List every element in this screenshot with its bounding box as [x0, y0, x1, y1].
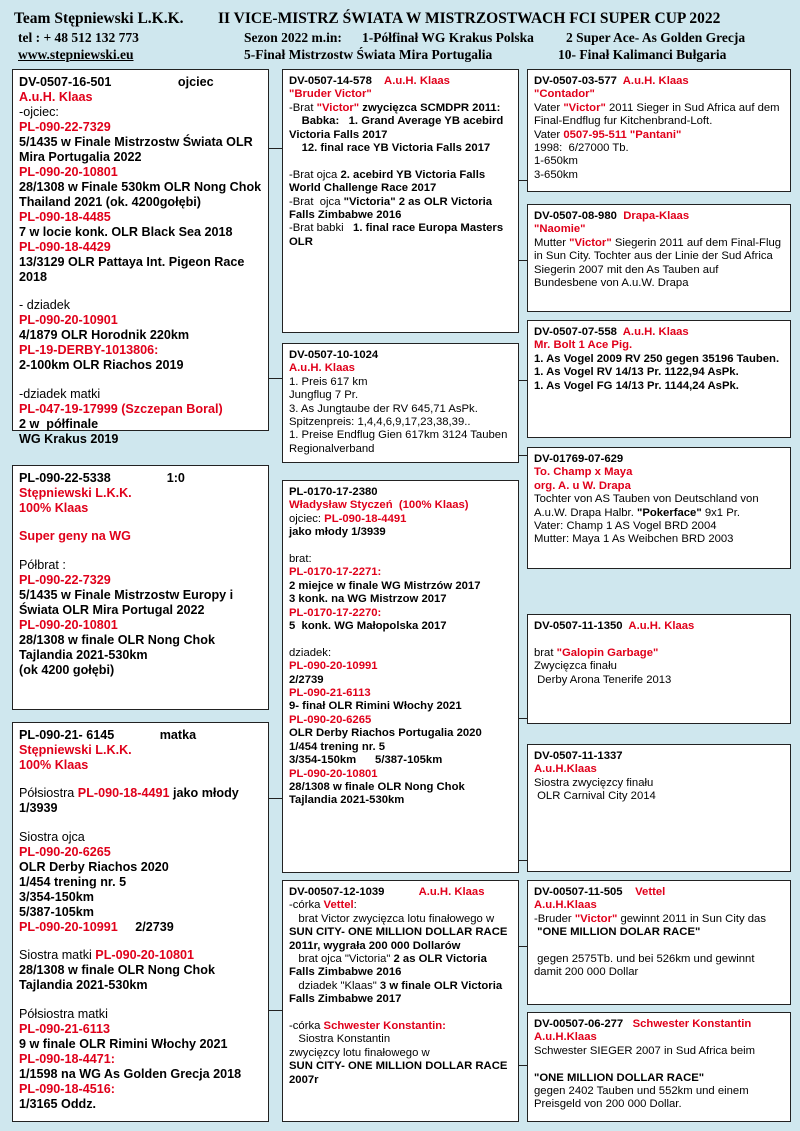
card-line-segment: Siostra matki [19, 948, 96, 963]
card-line-segment: Vater [534, 128, 564, 141]
card-line-segment: -córka [289, 899, 324, 912]
result-4: 10- Finał Kalimanci Bułgaria [558, 47, 727, 62]
result-2: 2 Super Ace- As Golden Grecja [566, 30, 746, 45]
card-line: A.u.H.Klaas [534, 899, 597, 912]
connector-line [518, 380, 527, 381]
card-line: - dziadek [19, 298, 71, 313]
card-line: 28/1308 w Finale 530km OLR Nong Chok Thailand 2021 (ok. 4200gołębi) [19, 180, 265, 209]
card-line: 13/3129 OLR Pattaya Int. Pigeon Race 2018 [19, 255, 248, 284]
card-line: PL-090-22-5338 1:0 [19, 471, 185, 485]
ancestor-card-1337 [527, 744, 791, 872]
card-line [289, 169, 512, 196]
card-line: 1. Preise Endflug Gien 617km 3124 Tauben Regionalverband [289, 429, 511, 455]
card-line: 28/1308 w finale OLR Nong Chok Tajlandia 2021-530km [289, 780, 468, 807]
card-line: "ONE MILLION DOLAR RACE" [534, 926, 701, 939]
card-line: brat: [289, 553, 312, 566]
season-label: Sezon 2022 m.in: [244, 30, 342, 45]
card-line: Stępniewski L.K.K. [19, 743, 132, 757]
card-line: PL-090-22-7329 [19, 120, 111, 134]
card-line [534, 129, 784, 142]
card-line [289, 633, 512, 646]
card-line [534, 940, 784, 953]
card-line: 1/454 trening nr. 5 [19, 874, 127, 889]
card-line-segment: brat [534, 646, 557, 659]
card-line-segment: DV-00507-12-1039 [289, 886, 419, 898]
card-line [289, 953, 512, 980]
card-line-segment: 2/2739 [117, 919, 174, 934]
card-line-segment: PL-090-18-4491 [324, 512, 407, 525]
card-line: 28/1308 w finale OLR Nong Chok Tajlandia 2021-530km [19, 632, 219, 662]
card-line: 100% Klaas [19, 501, 89, 515]
page-title: II VICE-MISTRZ ŚWIATA W MISTRZOSTWACH FCI SUPER CUP 2022 [218, 10, 721, 27]
card-line: PL-090-20-6265 [289, 713, 372, 726]
card-line [534, 326, 784, 339]
ancestor-card-contador [527, 69, 791, 192]
card-line-segment: -Brat ojca [289, 195, 344, 208]
card-line: Derby Arona Tenerife 2013 [534, 673, 672, 686]
card-line [534, 620, 784, 633]
card-line-segment: DV-0507-11-1350 [534, 620, 629, 632]
card-line [19, 993, 262, 1006]
card-line: PL-090-20-10801 [289, 767, 378, 780]
card-line [534, 1018, 784, 1031]
father-card [12, 69, 269, 446]
card-line [289, 1007, 512, 1020]
card-line: "Contador" [534, 88, 595, 101]
card-line: Babka: 1. Grand Average YB acebird Victoria Falls 2017 [289, 115, 507, 141]
card-line: Siostra Konstantin [289, 1033, 391, 1046]
card-line-segment: dziadek "Klaas" [289, 979, 380, 992]
card-line: SUN CITY- ONE MILLION DOLLAR RACE 2007r [289, 1060, 511, 1086]
card-line: Mutter: Maya 1 As Weibchen BRD 2003 [534, 533, 734, 546]
card-line-segment: Tochter von AS Tauben von Deutschland von A.u.W. Drapa Halbr. [534, 493, 762, 519]
card-line-segment: brat Victor zwycięzca lotu finałowego w [289, 912, 498, 925]
card-line: 28/1308 w finale OLR Nong Chok Tajlandia 2021-530km [19, 963, 219, 993]
card-line [19, 920, 262, 935]
card-line: 1/3939 [19, 801, 58, 816]
card-line-segment: DV-00507-06-277 [534, 1018, 633, 1030]
card-line: Super geny na WG [19, 529, 131, 544]
card-line: DV-0507-16-501 ojciec [19, 75, 214, 89]
connector-line [268, 798, 282, 799]
card-line: 1/1598 na WG As Golden Grecja 2018 [19, 1066, 242, 1081]
card-line-segment: -Brat babki [289, 222, 354, 235]
card-line-segment: Schwester Konstantin [632, 1018, 752, 1030]
card-line [534, 237, 784, 291]
card-line-segment: "Victor" [563, 101, 606, 114]
card-line-segment: Mutter [534, 236, 570, 249]
ancestor-card-champ-maya [527, 447, 791, 569]
ancestor-card-naomie [527, 204, 791, 312]
card-line-segment: Półsiostra [19, 786, 78, 801]
card-line: PL-0170-17-2380 [289, 486, 378, 498]
card-line [19, 773, 262, 786]
card-line-segment: "Galopin Garbage" [556, 646, 659, 659]
website-link[interactable]: www.stepniewski.eu [18, 47, 134, 62]
card-line [289, 886, 512, 899]
card-line-segment: -Bruder [534, 912, 575, 925]
card-line: 5/1435 w Finale Mistrzostw Europy i Świata OLR Mira Portugal 2022 [19, 587, 237, 617]
card-line [289, 540, 512, 553]
card-line-segment: 1. final race Europa Masters OLR [289, 222, 507, 248]
card-line-segment: 2 as OLR Victoria Falls Zimbabwe 2016 [289, 953, 490, 979]
card-line-segment: 9x1 Pr. [701, 506, 741, 519]
card-line: A.u.H.Klaas [534, 1031, 597, 1044]
card-line: 3 konk. na WG Mistrzow 2017 [289, 593, 447, 606]
card-line: Stępniewski L.K.K. [19, 486, 132, 500]
card-line: 1-650km [534, 155, 578, 168]
card-line: Mr. Bolt 1 Ace Pig. [534, 339, 633, 352]
card-line: PL-0170-17-2270: [289, 606, 382, 619]
card-line: 9- finał OLR Rimini Włochy 2021 [289, 700, 462, 713]
connector-line [518, 718, 527, 719]
card-line-segment: DV-0507-14-578 [289, 75, 385, 87]
card-line: Półbrat : [19, 557, 66, 572]
card-line: gegen 2575Tb. und bei 526km und gewinnt damit 200 000 Dollar [534, 953, 758, 979]
card-line: dziadek: [289, 646, 332, 659]
card-line: 2/2739 [289, 673, 324, 686]
card-line: zwycięzcy lotu finałowego w [289, 1046, 430, 1059]
card-line [289, 899, 512, 912]
card-line-segment: Vater [534, 101, 564, 114]
card-line-segment: Siegerin 2011 auf dem Final-Flug in Sun City. Tochter aus der Linie der Sud Africa Siegerin 2007 mit den As Tauben auf Bundesbene von A.u.W. Drapa [534, 236, 785, 290]
card-line: 4/1879 OLR Horodnik 220km [19, 328, 190, 343]
card-line-segment: A.u.H. Klaas [622, 326, 689, 338]
card-line: 12. final race YB Victoria Falls 2017 [289, 142, 491, 155]
card-line: PL-090-21- 6145 matka [19, 728, 197, 742]
result-1: 1-Półfinał WG Krakus Polska [362, 30, 534, 45]
card-line: 2-100km OLR Riachos 2019 [19, 358, 184, 373]
connector-line [518, 180, 527, 181]
result-3: 5-Finał Mistrzostw Świata Mira Portugalia [244, 47, 493, 62]
card-line: (ok 4200 gołębi) [19, 662, 115, 677]
card-line-segment: 3 w finale OLR Victoria Falls Zimbabwe 2017 [289, 979, 506, 1006]
card-line: -dziadek matki [19, 386, 101, 401]
card-line-segment: zwycięzca SCMDPR 2011: [359, 101, 501, 114]
card-line [19, 285, 262, 298]
card-line: 3. As Jungtaube der RV 645,71 AsPk. [289, 402, 478, 415]
card-line [19, 816, 262, 829]
card-line [534, 75, 784, 88]
card-line: DV-0507-11-1337 [534, 750, 623, 762]
card-line: PL-19-DERBY-1013806: [19, 343, 159, 358]
card-line: OLR Carnival City 2014 [534, 790, 656, 803]
card-line: 1. Preis 617 km [289, 375, 368, 388]
card-line [534, 1058, 784, 1071]
card-line: PL-090-18-4516: [19, 1081, 115, 1096]
ancestor-card-vettel [527, 880, 791, 1005]
card-line: 3/354-150km 5/387-105km [289, 754, 443, 767]
card-line [534, 913, 784, 926]
ancestor-card-konstantin [527, 1012, 791, 1122]
card-line: WG Krakus 2019 [19, 431, 119, 446]
ancestor-card-mr-bolt [527, 320, 791, 438]
card-line [534, 633, 784, 646]
card-line [19, 786, 262, 801]
card-line-segment: A.u.H. Klaas [418, 886, 485, 898]
card-line: DV-0507-10-1024 [289, 349, 379, 361]
card-line-segment: DV-0507-03-577 [534, 75, 623, 87]
card-line-segment: A.u.H. Klaas [622, 75, 689, 87]
connector-line [268, 378, 282, 379]
card-line-segment: -Brat [289, 101, 317, 114]
card-line: A.u.H. Klaas [289, 362, 355, 375]
card-line-segment: 0507-95-511 "Pantani" [563, 128, 682, 141]
card-line: 7 w locie konk. OLR Black Sea 2018 [19, 225, 233, 239]
card-line-segment: DV-0507-07-558 [534, 326, 623, 338]
card-line: "ONE MILLION DOLLAR RACE" [534, 1071, 705, 1084]
card-line: DV-01769-07-629 [534, 453, 624, 465]
card-line: 1/3165 Oddz. [19, 1096, 96, 1111]
card-line-segment: "Victor" [574, 912, 618, 925]
card-line [289, 222, 512, 249]
card-line: PL-090-18-4471: [19, 1051, 115, 1066]
card-line: PL-090-20-6265 [19, 844, 111, 859]
card-line [289, 913, 512, 953]
card-line: 5/1435 w Finale Mistrzostw Świata OLR Mira Portugalia 2022 [19, 135, 257, 164]
card-line: 9 w finale OLR Rimini Włochy 2021 [19, 1036, 228, 1051]
card-line [289, 75, 512, 88]
card-line: 1. As Vogel 2009 RV 250 gegen 35196 Tauben. [534, 352, 780, 365]
card-line: Władysław Styczeń (100% Klaas) [289, 499, 469, 512]
card-line: 1998: 6/27000 Tb. [534, 142, 629, 155]
card-line [534, 102, 784, 129]
card-line-segment: jako młody [169, 786, 239, 801]
card-line-segment: PL-090-20-10801 [95, 948, 195, 963]
card-line-segment: Vettel [323, 899, 354, 912]
card-line: 2 miejce w finale WG Mistrzów 2017 [289, 579, 481, 592]
card-line: Zwycięzca finału [534, 660, 617, 673]
card-line: -ojciec: [19, 105, 59, 119]
card-line: PL-090-22-7329 [19, 572, 111, 587]
card-line [289, 513, 512, 526]
card-line: jako młody 1/3939 [289, 526, 386, 539]
card-line [19, 373, 262, 386]
card-line: Półsiostra matki [19, 1006, 108, 1021]
connector-line [518, 455, 527, 456]
card-line: To. Champ x Maya [534, 466, 633, 479]
card-line-segment: PL-090-18-4491 [77, 786, 170, 801]
card-line-segment: brat ojca "Victoria" [289, 953, 394, 966]
card-line: A.u.H.Klaas [534, 763, 597, 776]
card-line [534, 886, 784, 899]
card-line: Vater: Champ 1 AS Vogel BRD 2004 [534, 520, 717, 533]
card-line-segment: 2. acebird YB Victoria Falls World Challenge Race 2017 [289, 168, 489, 195]
card-line: 100% Klaas [19, 758, 89, 772]
card-line: PL-090-18-4429 [19, 240, 111, 254]
card-line-segment: SUN CITY- ONE MILLION DOLLAR RACE 2011r, wygrała 200 000 Dollarów [289, 926, 511, 952]
card-line: PL-047-19-17999 (Szczepan Boral) [19, 401, 223, 416]
card-line: OLR Derby Riachos 2020 [19, 859, 169, 874]
card-line: 1/454 trening nr. 5 [289, 740, 386, 753]
card-line: 5 konk. WG Małopolska 2017 [289, 620, 447, 633]
connector-line [518, 946, 527, 947]
card-line: PL-090-20-10801 [19, 617, 118, 632]
card-line: 3-650km [534, 168, 578, 181]
card-line: PL-090-20-10801 [19, 165, 118, 179]
card-line: Schwester SIEGER 2007 in Sud Africa beim [534, 1044, 756, 1057]
card-line-segment: "Pokerface" [636, 506, 702, 519]
card-line [289, 102, 512, 115]
card-line-segment: 2011 Sieger in Sud Africa auf dem Final-Endflug fur Kitchenbrand-Loft. [534, 101, 783, 128]
card-line [289, 196, 512, 223]
card-line: org. A. u W. Drapa [534, 479, 631, 492]
card-line-segment: Drapa-Klaas [623, 210, 690, 222]
grandfather-paternal-card [282, 69, 519, 333]
card-line-segment: ojciec: [289, 512, 325, 525]
card-line-segment: -córka [289, 1020, 324, 1033]
connector-line [268, 1010, 282, 1011]
connector-line [518, 860, 527, 861]
card-line: PL-090-21-6113 [19, 1021, 111, 1036]
card-line: 3/354-150km [19, 889, 94, 904]
card-line: OLR Derby Riachos Portugalia 2020 [289, 727, 482, 740]
card-line-segment: PL-090-20-10991 [19, 919, 118, 934]
card-line: 2 w półfinale [19, 416, 99, 431]
card-line [19, 948, 262, 963]
card-line [534, 210, 784, 223]
card-line: PL-090-21-6113 [289, 687, 371, 700]
card-line [289, 1020, 512, 1033]
card-line-segment: A.u.H. Klaas [628, 620, 695, 632]
card-line: PL-0170-17-2271: [289, 566, 382, 579]
card-line-segment: "Victoria" 2 as OLR Victoria Falls Zimbabwe 2016 [289, 195, 496, 222]
card-line: Spitzenpreis: 1,4,4,6,9,17,23,38,39.. [289, 416, 471, 429]
card-line-segment: "Victor" [316, 101, 360, 114]
card-line: PL-090-20-10991 [289, 660, 378, 673]
card-line: A.u.H. Klaas [19, 90, 93, 104]
card-line: PL-090-18-4485 [19, 210, 111, 224]
card-line: "Bruder Victor" [289, 88, 372, 101]
mother-card [12, 722, 269, 1122]
card-line-segment: : [353, 899, 357, 912]
card-line: 1. As Vogel RV 14/13 Pr. 1122,94 AsPk. [534, 366, 739, 379]
ancestor-card-1350 [527, 614, 791, 724]
grandmother-maternal-card [282, 880, 519, 1122]
card-line [289, 155, 512, 168]
phone-number: tel : + 48 512 132 773 [18, 30, 139, 45]
card-line: 5/387-105km [19, 904, 94, 919]
card-line [534, 493, 784, 520]
card-line-segment: "Victor" [569, 236, 612, 249]
card-line-segment: Vettel [635, 886, 666, 898]
card-line: gegen 2402 Tauben und 552km und einem Preisgeld von 200 000 Dollar. [534, 1085, 752, 1111]
card-line: Siostra ojca [19, 829, 85, 844]
subject-card [12, 465, 269, 710]
card-line: Jungflug 7 Pr. [289, 389, 359, 402]
card-line [19, 544, 262, 557]
connector-line [518, 260, 527, 261]
card-line: PL-090-20-10901 [19, 313, 118, 328]
grandmother-paternal-card [282, 343, 519, 463]
connector-line [268, 148, 282, 149]
team-name: Team Stępniewski L.K.K. [14, 10, 184, 27]
card-line-segment: DV-0507-08-980 [534, 210, 624, 222]
card-line-segment: DV-00507-11-505 [534, 886, 636, 898]
card-line: "Naomie" [534, 223, 586, 236]
card-line [534, 647, 784, 660]
card-line [19, 516, 262, 529]
card-line [19, 935, 262, 948]
card-line: Siostra zwycięzcy finału [534, 776, 654, 789]
connector-line [518, 1065, 527, 1066]
card-line: 1. As Vogel FG 14/13 Pr. 1144,24 AsPk. [534, 379, 739, 392]
card-line-segment: Schwester Konstantin: [323, 1020, 446, 1033]
card-line-segment: gewinnt 2011 in Sun City das [617, 912, 766, 925]
grandfather-maternal-card [282, 480, 519, 873]
card-line-segment: A.u.H. Klaas [384, 75, 450, 87]
card-line-segment: -Brat ojca [289, 168, 341, 181]
card-line [289, 980, 512, 1007]
